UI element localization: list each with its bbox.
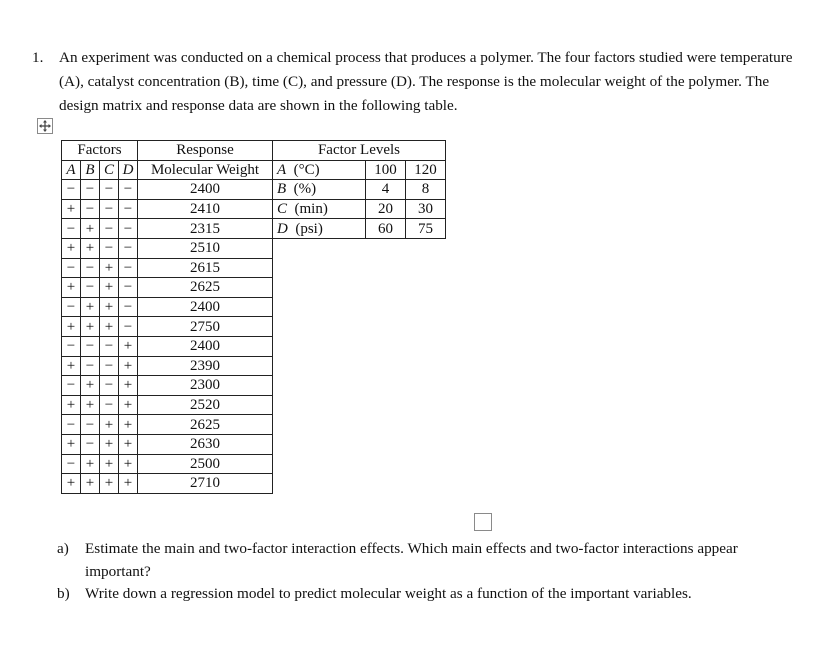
level-low-a: 100 <box>366 160 406 180</box>
factor-c-cell: − <box>100 219 119 239</box>
factor-c-cell: − <box>100 180 119 200</box>
factor-c-cell: + <box>100 278 119 298</box>
factor-d-cell: − <box>119 317 138 337</box>
move-icon[interactable] <box>37 118 53 134</box>
response-cell: 2750 <box>138 317 273 337</box>
checkbox-placeholder-icon[interactable] <box>474 513 492 531</box>
level-label: B (%) <box>273 180 366 200</box>
factor-d-cell: − <box>119 219 138 239</box>
design-matrix-table <box>61 140 446 494</box>
factor-a-cell: − <box>62 297 81 317</box>
factor-c-cell: + <box>100 297 119 317</box>
response-cell: 2390 <box>138 356 273 376</box>
table-row <box>62 356 446 376</box>
factor-a-cell: + <box>62 395 81 415</box>
factor-d-cell: − <box>119 258 138 278</box>
response-cell: 2510 <box>138 238 273 258</box>
factor-d-cell: − <box>119 199 138 219</box>
question-a-text: Estimate the main and two-factor interaction effects. Which main effects and two-factor interactions appear important? <box>85 540 738 580</box>
empty-cell <box>273 278 446 298</box>
empty-cell <box>273 336 446 356</box>
factor-c-cell: − <box>100 356 119 376</box>
factor-a-cell: + <box>62 434 81 454</box>
factor-a-cell: + <box>62 278 81 298</box>
response-cell: 2410 <box>138 199 273 219</box>
table-row <box>62 395 446 415</box>
factor-d-cell: − <box>119 238 138 258</box>
factor-d-cell: + <box>119 434 138 454</box>
table-row <box>62 434 446 454</box>
factor-d-header: D <box>119 160 138 180</box>
factor-d-cell: − <box>119 278 138 298</box>
level-label-a: A (°C) <box>273 160 366 180</box>
molecular-weight-header: Molecular Weight <box>138 160 273 180</box>
factor-b-cell: − <box>81 336 100 356</box>
table-row <box>62 317 446 337</box>
level-low: 60 <box>366 219 406 239</box>
factor-a-cell: − <box>62 258 81 278</box>
response-cell: 2625 <box>138 415 273 435</box>
factor-d-cell: − <box>119 180 138 200</box>
factor-b-cell: + <box>81 395 100 415</box>
factor-d-cell: + <box>119 336 138 356</box>
table-row <box>62 454 446 474</box>
response-cell: 2615 <box>138 258 273 278</box>
level-high: 30 <box>406 199 446 219</box>
factor-d-cell: − <box>119 297 138 317</box>
response-cell: 2300 <box>138 376 273 396</box>
response-cell: 2400 <box>138 297 273 317</box>
factor-d-cell: + <box>119 454 138 474</box>
factor-b-cell: + <box>81 317 100 337</box>
question-b-text: Write down a regression model to predict molecular weight as a function of the important variables. <box>85 585 692 602</box>
table-row <box>62 415 446 435</box>
factor-b-cell: − <box>81 434 100 454</box>
factor-d-cell: + <box>119 376 138 396</box>
factor-c-cell: − <box>100 199 119 219</box>
table-row <box>62 258 446 278</box>
factor-c-cell: + <box>100 454 119 474</box>
factors-header: Factors <box>62 141 138 161</box>
question-a <box>57 538 807 583</box>
factor-d-cell: + <box>119 395 138 415</box>
level-low: 20 <box>366 199 406 219</box>
question-b <box>57 583 807 606</box>
empty-cell <box>273 356 446 376</box>
factor-b-cell: + <box>81 297 100 317</box>
level-label: D (psi) <box>273 219 366 239</box>
factor-c-cell: − <box>100 238 119 258</box>
factor-a-cell: − <box>62 336 81 356</box>
question-a-label: a) <box>57 540 69 557</box>
factor-d-cell: + <box>119 356 138 376</box>
factor-levels-header: Factor Levels <box>273 141 446 161</box>
factor-c-cell: + <box>100 434 119 454</box>
factor-a-cell: − <box>62 454 81 474</box>
response-header: Response <box>138 141 273 161</box>
factor-a-cell: − <box>62 415 81 435</box>
table-row <box>62 278 446 298</box>
table-row <box>62 297 446 317</box>
factor-a-cell: + <box>62 199 81 219</box>
factor-b-cell: − <box>81 356 100 376</box>
factor-a-header: A <box>62 160 81 180</box>
level-high: 75 <box>406 219 446 239</box>
table-row <box>62 238 446 258</box>
factor-b-cell: + <box>81 238 100 258</box>
factor-d-cell: + <box>119 415 138 435</box>
factor-a-cell: − <box>62 376 81 396</box>
level-label: C (min) <box>273 199 366 219</box>
factor-b-cell: − <box>81 180 100 200</box>
empty-cell <box>273 415 446 435</box>
empty-cell <box>273 376 446 396</box>
response-cell: 2520 <box>138 395 273 415</box>
factor-b-cell: − <box>81 199 100 219</box>
factor-b-cell: − <box>81 278 100 298</box>
factor-c-cell: − <box>100 336 119 356</box>
empty-cell <box>273 297 446 317</box>
factor-c-cell: + <box>100 258 119 278</box>
factor-b-header: B <box>81 160 100 180</box>
factor-c-header: C <box>100 160 119 180</box>
questions-list <box>57 538 807 606</box>
factor-c-cell: − <box>100 395 119 415</box>
factor-a-cell: + <box>62 238 81 258</box>
empty-cell <box>273 317 446 337</box>
response-cell: 2500 <box>138 454 273 474</box>
response-cell: 2625 <box>138 278 273 298</box>
factor-a-cell: + <box>62 356 81 376</box>
factor-b-cell: + <box>81 454 100 474</box>
factor-c-cell: + <box>100 415 119 435</box>
level-low: 4 <box>366 180 406 200</box>
question-b-label: b) <box>57 585 70 602</box>
empty-cell <box>273 238 446 258</box>
factor-b-cell: − <box>81 415 100 435</box>
empty-cell <box>273 258 446 278</box>
factor-a-cell: + <box>62 474 81 494</box>
factor-d-cell: + <box>119 474 138 494</box>
problem-text: An experiment was conducted on a chemical process that produces a polymer. The four factors studied were temperature (A), catalyst concentration (B), time (C), and pressure (D). The response is the molecular weight of the polymer. The design matrix and response data are shown in the following table. <box>59 49 793 114</box>
table-row <box>62 376 446 396</box>
factor-a-cell: − <box>62 180 81 200</box>
response-cell: 2400 <box>138 336 273 356</box>
response-cell: 2400 <box>138 180 273 200</box>
factor-c-cell: − <box>100 376 119 396</box>
response-cell: 2710 <box>138 474 273 494</box>
level-high: 8 <box>406 180 446 200</box>
empty-cell <box>273 395 446 415</box>
factor-b-cell: + <box>81 376 100 396</box>
level-high-a: 120 <box>406 160 446 180</box>
problem-number: 1. <box>32 49 44 66</box>
table-row <box>62 199 446 219</box>
empty-cell <box>273 474 446 494</box>
table-row <box>62 219 446 239</box>
empty-cell <box>273 454 446 474</box>
table-row <box>62 336 446 356</box>
factor-a-cell: − <box>62 219 81 239</box>
table-header-row <box>62 141 446 161</box>
factor-c-cell: + <box>100 317 119 337</box>
factor-b-cell: − <box>81 258 100 278</box>
factor-b-cell: + <box>81 219 100 239</box>
empty-cell <box>273 434 446 454</box>
factor-b-cell: + <box>81 474 100 494</box>
factor-a-cell: + <box>62 317 81 337</box>
response-cell: 2315 <box>138 219 273 239</box>
table-row <box>62 474 446 494</box>
table-row <box>62 180 446 200</box>
table-subheader-row <box>62 160 446 180</box>
factor-c-cell: + <box>100 474 119 494</box>
response-cell: 2630 <box>138 434 273 454</box>
